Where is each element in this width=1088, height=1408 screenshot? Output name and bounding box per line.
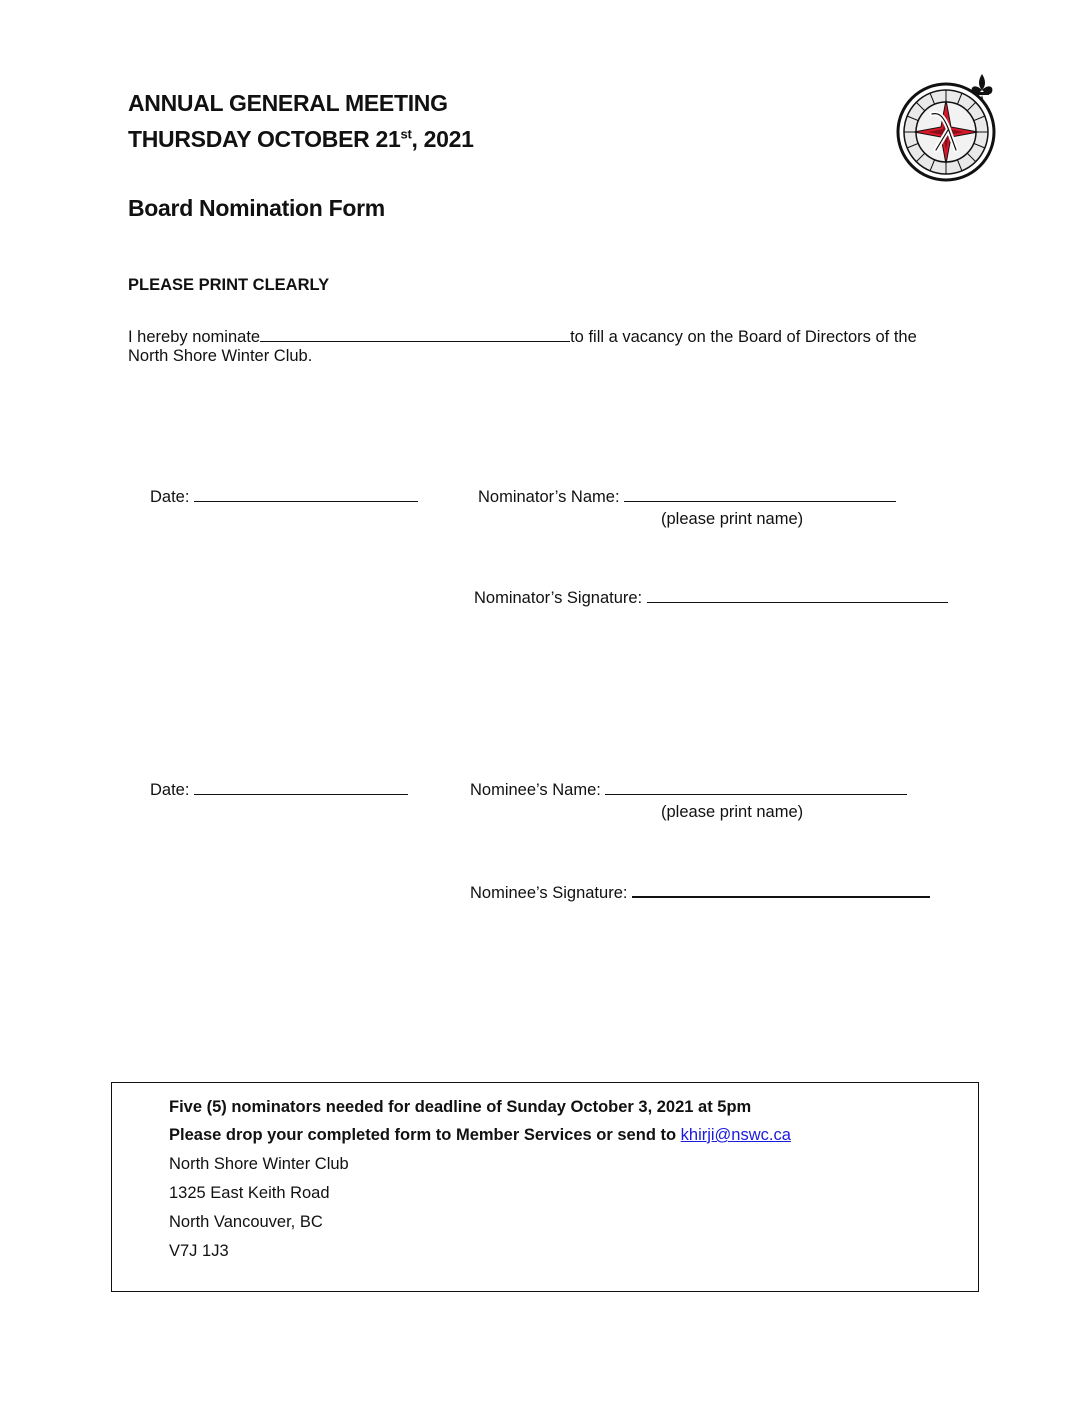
title-year: , 2021 <box>411 126 474 152</box>
nominate-suffix: to fill a vacancy on the Board of Directors of the <box>570 328 917 346</box>
title-line1: ANNUAL GENERAL MEETING <box>128 90 448 116</box>
nominator-signature-row <box>474 584 948 608</box>
page-title: Board Nomination Form <box>128 195 385 221</box>
nominator-name-label: Nominator’s Name: <box>478 488 620 506</box>
nominator-print-hint: (please print name) <box>661 510 804 528</box>
nominee-date-row <box>150 776 408 800</box>
nominee-date-field[interactable] <box>194 776 408 795</box>
nominee-signature-label: Nominee’s Signature: <box>470 884 628 902</box>
nominee-name-label: Nominee’s Name: <box>470 781 601 799</box>
drop-off-text: Please drop your completed form to Member Services or send to <box>169 1126 681 1144</box>
email-link[interactable]: khirji@nswc.ca <box>680 1126 791 1144</box>
address-line4: V7J 1J3 <box>169 1242 229 1260</box>
nominator-signature-field[interactable] <box>647 584 948 603</box>
nominee-name-field[interactable] <box>605 776 907 795</box>
nominee-date-label: Date: <box>150 781 190 799</box>
address-line1: North Shore Winter Club <box>169 1155 349 1173</box>
nominee-signature-field[interactable] <box>632 878 930 898</box>
nominee-name-row <box>470 776 907 800</box>
address-line2: 1325 East Keith Road <box>169 1184 330 1202</box>
nominee-signature-row <box>470 878 930 903</box>
nominee-blank-field[interactable] <box>260 323 570 342</box>
nominator-name-row <box>478 483 896 507</box>
drop-off-note <box>169 1126 791 1145</box>
deadline-note: Five (5) nominators needed for deadline of Sunday October 3, 2021 at 5pm <box>169 1098 752 1116</box>
title-line2 <box>128 126 474 153</box>
title-date: THURSDAY OCTOBER 21 <box>128 126 401 152</box>
nominate-sentence-line2: North Shore Winter Club. <box>128 347 313 365</box>
nominee-print-hint: (please print name) <box>661 803 804 821</box>
nominator-name-field[interactable] <box>624 483 896 502</box>
nominator-signature-label: Nominator’s Signature: <box>474 589 643 607</box>
title-date-suffix: st <box>400 126 412 142</box>
nominate-prefix: I hereby nominate <box>128 328 261 346</box>
nominator-date-field[interactable] <box>194 483 418 502</box>
club-logo-icon <box>896 70 1006 186</box>
nominate-sentence <box>128 323 917 347</box>
print-clearly-note: PLEASE PRINT CLEARLY <box>128 276 330 294</box>
nominator-date-row <box>150 483 418 507</box>
nominator-date-label: Date: <box>150 488 190 506</box>
address-line3: North Vancouver, BC <box>169 1213 323 1231</box>
